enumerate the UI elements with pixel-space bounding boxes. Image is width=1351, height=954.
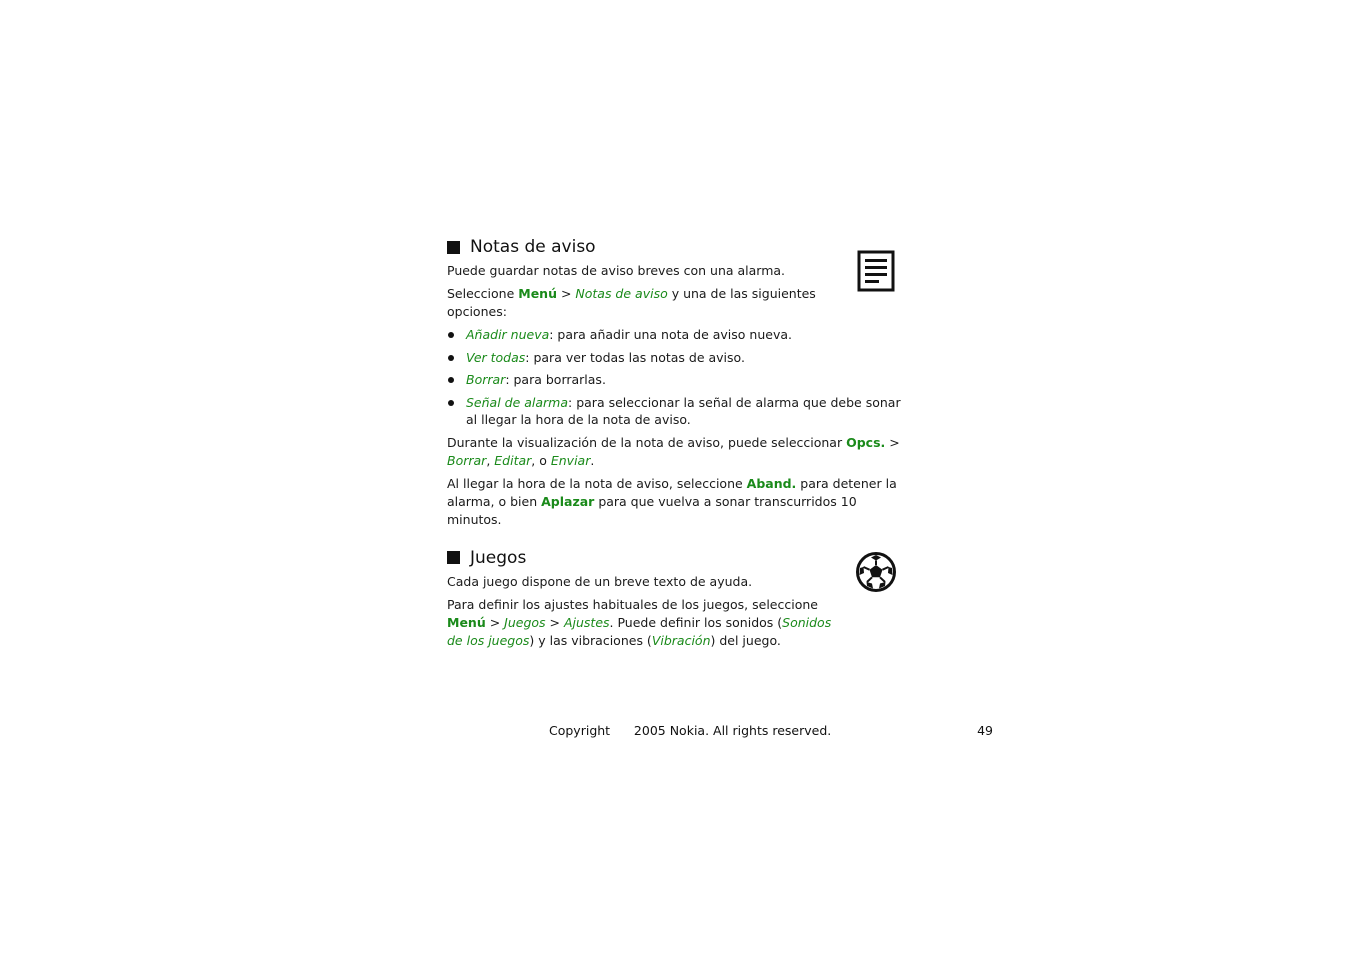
section-title: Juegos bbox=[470, 547, 527, 568]
copyright-text: Copyright 2005 Nokia. All rights reserved. bbox=[549, 723, 832, 738]
section-title: Notas de aviso bbox=[470, 237, 596, 257]
intro-text: Cada juego dispone de un breve texto de ayuda. bbox=[447, 573, 753, 589]
page-content bbox=[447, 236, 907, 655]
page-number: 49 bbox=[977, 723, 993, 738]
menu-keyword: Menú bbox=[518, 286, 557, 301]
list-item bbox=[447, 326, 907, 344]
list-item bbox=[447, 371, 907, 389]
option-name: Ver todas bbox=[466, 349, 526, 365]
aplazar-keyword: Aplazar bbox=[541, 493, 595, 509]
settings-text: Para definir los ajustes habituales de los juegos, seleccione Menú > Juegos > Ajustes. Puede definir los sonidos (Sonidos de los juegos) y las vibraciones (Vibración) del juego. bbox=[447, 596, 832, 648]
list-item bbox=[447, 349, 907, 367]
list-item bbox=[447, 394, 907, 429]
alarm-text: Al llegar la hora de la nota de aviso, seleccione Aband. para detener la alarma, o bien Aplazar para que vuelva a sonar transcurridos 10 minutos. bbox=[447, 475, 897, 527]
heading-square-icon bbox=[447, 551, 460, 564]
select-instructions: Seleccione Menú > Notas de aviso y una de las siguientes opciones: bbox=[447, 286, 816, 319]
aband-keyword: Aband. bbox=[746, 475, 797, 491]
notas-menu-item: Notas de aviso bbox=[575, 286, 668, 301]
section-notas-de-aviso bbox=[447, 236, 907, 529]
section-heading bbox=[447, 236, 907, 258]
option-desc: : para ver todas las notas de aviso. bbox=[525, 349, 745, 365]
option-desc: : para seleccionar la señal de alarma que debe sonar al llegar la hora de la nota de aviso. bbox=[466, 394, 901, 427]
soccer-ball-icon bbox=[855, 551, 897, 593]
section-juegos bbox=[447, 547, 907, 650]
page-footer bbox=[549, 723, 995, 741]
option-name: Borrar bbox=[466, 372, 506, 387]
during-text: Durante la visualización de la nota de aviso, puede seleccionar Opcs. > Borrar, Editar, o Enviar. bbox=[447, 434, 900, 468]
option-desc: : para añadir una nota de aviso nueva. bbox=[549, 327, 792, 342]
option-name: Añadir nueva bbox=[466, 327, 550, 342]
section-heading bbox=[447, 547, 907, 569]
option-desc: : para borrarlas. bbox=[505, 372, 606, 387]
options-list bbox=[447, 326, 907, 429]
intro-text: Puede guardar notas de aviso breves con una alarma. bbox=[447, 263, 786, 278]
notes-icon bbox=[857, 250, 895, 292]
opcs-keyword: Opcs. bbox=[846, 434, 886, 450]
option-name: Señal de alarma bbox=[466, 394, 569, 410]
menu-keyword: Menú bbox=[447, 614, 486, 630]
heading-square-icon bbox=[447, 241, 460, 254]
